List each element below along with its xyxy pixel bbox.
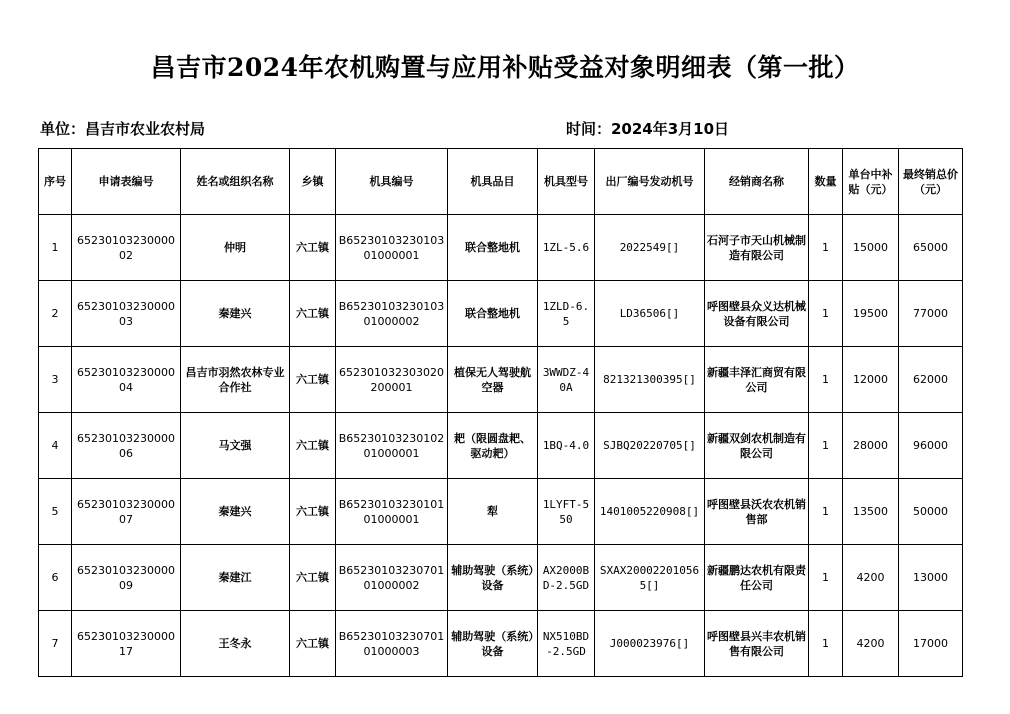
cell-category: 辅助驾驶（系统）设备: [448, 611, 538, 677]
cell-quantity: 1: [809, 611, 843, 677]
table-row: [39, 215, 963, 281]
subsidy-table: [38, 148, 963, 677]
cell-name: 昌吉市羽然农林专业合作社: [181, 347, 290, 413]
cell-serial: 2022549[]: [595, 215, 705, 281]
cell-town: 六工镇: [290, 479, 336, 545]
header-row: [39, 149, 963, 215]
cell-seq: 2: [39, 281, 72, 347]
cell-name: 秦建兴: [181, 281, 290, 347]
cell-model: 3WWDZ-40A: [538, 347, 595, 413]
cell-subsidy: 15000: [843, 215, 899, 281]
cell-model: AX2000BD-2.5GD: [538, 545, 595, 611]
cell-seq: 4: [39, 413, 72, 479]
cell-quantity: 1: [809, 545, 843, 611]
cell-application-no: 6523010323000017: [72, 611, 181, 677]
table-row: [39, 611, 963, 677]
cell-machine-no: B6523010323010101000001: [336, 479, 448, 545]
header-dealer: 经销商名称: [705, 149, 809, 215]
cell-application-no: 6523010323000006: [72, 413, 181, 479]
header-machine-no: 机具编号: [336, 149, 448, 215]
cell-town: 六工镇: [290, 611, 336, 677]
cell-name: 马文强: [181, 413, 290, 479]
cell-town: 六工镇: [290, 545, 336, 611]
cell-category: 犁: [448, 479, 538, 545]
cell-subsidy: 12000: [843, 347, 899, 413]
cell-serial: 1401005220908[]: [595, 479, 705, 545]
cell-seq: 6: [39, 545, 72, 611]
cell-dealer: 新疆双剑农机制造有限公司: [705, 413, 809, 479]
table-row: [39, 545, 963, 611]
cell-seq: 3: [39, 347, 72, 413]
cell-quantity: 1: [809, 347, 843, 413]
cell-serial: 821321300395[]: [595, 347, 705, 413]
header-town: 乡镇: [290, 149, 336, 215]
cell-dealer: 呼图壁县众义达机械设备有限公司: [705, 281, 809, 347]
header-subsidy: 单台中补贴（元）: [843, 149, 899, 215]
table-row: [39, 347, 963, 413]
cell-total-price: 77000: [899, 281, 963, 347]
cell-quantity: 1: [809, 479, 843, 545]
cell-name: 秦建兴: [181, 479, 290, 545]
cell-town: 六工镇: [290, 215, 336, 281]
cell-machine-no: B6523010323070101000002: [336, 545, 448, 611]
cell-town: 六工镇: [290, 413, 336, 479]
cell-subsidy: 28000: [843, 413, 899, 479]
cell-model: 1ZLD-6.5: [538, 281, 595, 347]
cell-category: 植保无人驾驶航空器: [448, 347, 538, 413]
cell-dealer: 呼图壁县沃农农机销售部: [705, 479, 809, 545]
header-serial: 出厂编号发动机号: [595, 149, 705, 215]
cell-name: 秦建江: [181, 545, 290, 611]
table-row: [39, 479, 963, 545]
cell-subsidy: 4200: [843, 611, 899, 677]
cell-application-no: 6523010323000002: [72, 215, 181, 281]
time-label: 时间：2024年3月10日: [566, 120, 730, 138]
cell-serial: SJBQ20220705[]: [595, 413, 705, 479]
cell-model: NX510BD-2.5GD: [538, 611, 595, 677]
cell-subsidy: 13500: [843, 479, 899, 545]
cell-category: 联合整地机: [448, 215, 538, 281]
cell-application-no: 6523010323000003: [72, 281, 181, 347]
table-row: [39, 281, 963, 347]
cell-category: 耙（限圆盘耙、驱动耙）: [448, 413, 538, 479]
header-total-price: 最终销总价（元）: [899, 149, 963, 215]
cell-application-no: 6523010323000009: [72, 545, 181, 611]
cell-dealer: 新疆鹏达农机有限责任公司: [705, 545, 809, 611]
cell-town: 六工镇: [290, 281, 336, 347]
header-category: 机具品目: [448, 149, 538, 215]
cell-machine-no: B6523010323010301000002: [336, 281, 448, 347]
cell-model: 1ZL-5.6: [538, 215, 595, 281]
cell-subsidy: 19500: [843, 281, 899, 347]
cell-name: 王冬永: [181, 611, 290, 677]
cell-machine-no: B6523010323010301000001: [336, 215, 448, 281]
cell-dealer: 石河子市天山机械制造有限公司: [705, 215, 809, 281]
header-seq: 序号: [39, 149, 72, 215]
cell-model: 1LYFT-550: [538, 479, 595, 545]
table-row: [39, 413, 963, 479]
cell-seq: 5: [39, 479, 72, 545]
cell-application-no: 6523010323000004: [72, 347, 181, 413]
cell-serial: J000023976[]: [595, 611, 705, 677]
cell-dealer: 呼图壁县兴丰农机销售有限公司: [705, 611, 809, 677]
unit-label: 单位：昌吉市农业农村局: [40, 120, 206, 138]
cell-serial: SXAX200022010565[]: [595, 545, 705, 611]
cell-total-price: 62000: [899, 347, 963, 413]
cell-town: 六工镇: [290, 347, 336, 413]
cell-total-price: 13000: [899, 545, 963, 611]
cell-total-price: 96000: [899, 413, 963, 479]
header-name: 姓名或组织名称: [181, 149, 290, 215]
cell-quantity: 1: [809, 215, 843, 281]
cell-serial: LD36506[]: [595, 281, 705, 347]
cell-category: 辅助驾驶（系统）设备: [448, 545, 538, 611]
cell-name: 仲明: [181, 215, 290, 281]
cell-total-price: 17000: [899, 611, 963, 677]
page-title: 昌吉市2024年农机购置与应用补贴受益对象明细表（第一批）: [150, 53, 860, 82]
cell-machine-no: 652301032303020200001: [336, 347, 448, 413]
cell-subsidy: 4200: [843, 545, 899, 611]
cell-application-no: 6523010323000007: [72, 479, 181, 545]
cell-total-price: 50000: [899, 479, 963, 545]
cell-dealer: 新疆丰泽汇商贸有限公司: [705, 347, 809, 413]
header-model: 机具型号: [538, 149, 595, 215]
cell-model: 1BQ-4.0: [538, 413, 595, 479]
cell-seq: 7: [39, 611, 72, 677]
cell-quantity: 1: [809, 281, 843, 347]
cell-machine-no: B6523010323010201000001: [336, 413, 448, 479]
cell-total-price: 65000: [899, 215, 963, 281]
header-application-no: 申请表编号: [72, 149, 181, 215]
header-quantity: 数量: [809, 149, 843, 215]
cell-category: 联合整地机: [448, 281, 538, 347]
cell-seq: 1: [39, 215, 72, 281]
cell-quantity: 1: [809, 413, 843, 479]
cell-machine-no: B6523010323070101000003: [336, 611, 448, 677]
